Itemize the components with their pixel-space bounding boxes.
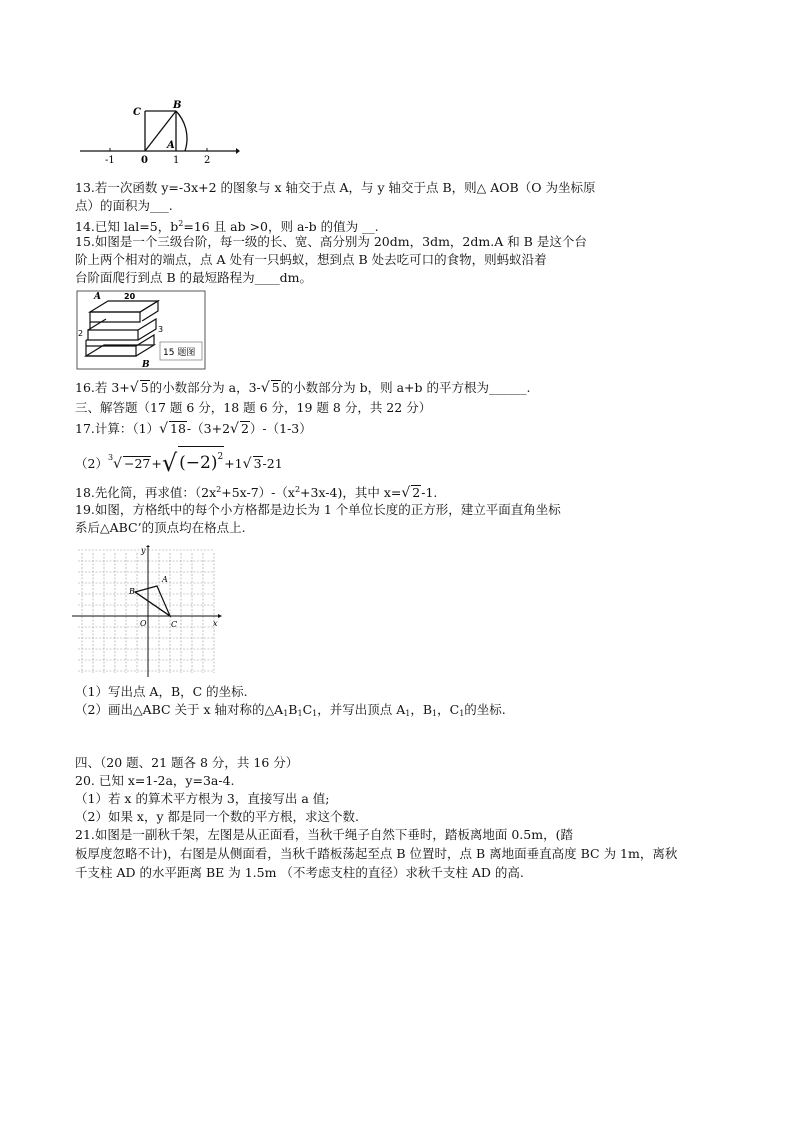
stairs-label-h: 2 [78,329,84,338]
q17-sqrt-18: 18 [170,421,186,436]
grid-label-o: O [140,619,147,628]
q19-sub-6: 1 [459,709,465,718]
q13-line2: 点）的面积为___. [75,198,173,213]
q16-sqrt-a: 5 [140,380,149,395]
q19-sub2-text-f: ，C [437,702,460,717]
q16-text-a: 16.若 3+ [75,380,130,395]
stairs-label-w: 3 [158,325,164,334]
label-a: A [167,140,175,151]
q17-sqrt-3: 3 [253,456,262,471]
q17-text-e: +1 [224,456,243,471]
q14 [75,216,379,235]
q17-plus: + [151,456,162,471]
q17-text-d: （2） [75,456,108,471]
q19-sub2-text-d: ，并写出顶点 A [317,702,406,717]
grid-label-x: x [213,619,218,628]
q15-line1: 15.如图是一个三级台阶，每一级的长、宽、高分别为 20dm，3dm，2dm.A 和 B 是这个台 [75,234,587,249]
q19-sub1: （1）写出点 A，B，C 的坐标. [75,684,248,699]
q19-sub-1: 1 [283,709,289,718]
q19-sub2-text-g: 的坐标. [464,702,506,717]
tick-zero: 0 [141,155,148,166]
stairs-label-len: 20 [124,292,136,301]
stairs-figure [76,290,206,370]
stairs-label-b: B [142,360,150,370]
q17-sqrt-square-base: (−2) [179,453,218,473]
q21-line1: 21.如图是一副秋千架，左图是从正面看，当秋千绳子自然下垂时，踏板离地面 0.5m，(踏 [75,827,573,842]
q17-cube-index: 3 [107,453,114,462]
q17-square-exp: 2 [217,452,224,462]
q19-sub2-text-e: ，B [410,702,433,717]
q14-text-b: =16 且 ab >0，则 a-b 的值为 __. [183,219,379,234]
q13-line1: 13.若一次函数 y=-3x+2 的图象与 x 轴交于点 A，与 y 轴交于点 B，则△ AOB（O 为坐标原 [75,180,596,195]
label-b: B [173,100,182,111]
tick-neg1: -1 [105,155,115,166]
grid-label-a: A [162,575,168,584]
q18-text-c: +3x-4)，其中 x= [300,485,402,500]
q17-cuberoot: −27 [123,456,151,471]
tick-two: 2 [204,155,211,166]
stairs-caption: 15 题图 [163,348,196,358]
q18-text-a: 18.先化简，再求值：（2x [75,485,217,500]
q17-part1: 17.计算：（1）√ 18-（3+2√ 2）-（1-3） [75,421,312,437]
q19-line2: 系后△ABC’的顶点均在格点上. [75,520,246,535]
q18-sup-b: 2 [294,485,301,494]
q17-sqrt-square [178,446,224,473]
q15-line2: 阶上两个相对的端点，点 A 处有一只蚂蚁，想到点 B 处去吃可口的食物，则蚂蚁沿着 [75,252,547,267]
q14-sup: 2 [178,219,184,228]
q16-text-c: 的小数部分为 b，则 a+b 的平方根为______. [280,380,531,395]
tick-one: 1 [173,155,180,166]
section4-title: 四、（20 题、21 题各 8 分，共 16 分） [75,755,299,770]
q17-text-f: -21 [262,456,283,471]
q17-text-b: -（3+2 [186,421,231,436]
q17-text-a: 17.计算：（1） [75,421,160,436]
q21-line3: 千支柱 AD 的水平距离 BE 为 1.5m （不考虑支柱的直径）求秋千支柱 AD 的高. [75,865,524,880]
q21-line2: 板厚度忽略不计)，右图是从侧面看，当秋千踏板荡起至点 B 位置时，点 B 离地面垂直高度 BC 为 1m，离秋 [75,846,678,861]
q20-line2: （1）若 x 的算术平方根为 3，直接写出 a 值; [75,791,330,806]
q20-line1: 20. 已知 x=1-2a，y=3a-4. [75,773,235,788]
stairs-label-a: A [94,292,101,302]
q20-line3: （2）如果 x，y 都是同一个数的平方根，求这个数. [75,809,359,824]
q19-sub-3: 1 [312,709,318,718]
q17-part2: $(2)^3√ -27+√$ $(-2)^2+1√$ 3-21 [75,446,283,476]
q19-sub2-text-c: C [302,702,313,717]
grid-label-c: C [171,620,178,629]
q17-text-c: ）-（1-3） [249,421,312,436]
number-line-figure [78,98,240,166]
q16-text-b: 的小数部分为 a，3- [149,380,261,395]
q18: 18.先化简，再求值：$(2x^2+5x-7)-(x^2+3x-4)$，其中 x=√ 2-1. [75,485,438,501]
q18-sup-a: 2 [216,485,222,494]
label-c: C [133,107,141,118]
grid-label-y: y [141,546,146,555]
q17-sqrt-2: 2 [240,421,249,436]
section3-title: 三、解答题（17 题 6 分，18 题 6 分，19 题 8 分，共 22 分） [75,400,432,415]
q19-sub2-text-b: B [288,702,298,717]
q16-sqrt-b: 5 [271,380,280,395]
q16: 16.若 3+√ 5的小数部分为 a，3-√ 5的小数部分为 b，则 a+b 的平方根为______. [75,380,531,396]
q19-sub-2: 1 [297,709,303,718]
q15-line3: 台阶面爬行到点 B 的最短路程为____dm。 [75,270,312,285]
q19-sub2 [75,702,506,722]
coordinate-grid-figure [72,545,222,677]
q18-text-b: +5x-7）-（x [221,485,295,500]
q18-sqrt-2: 2 [412,485,421,500]
q19-line1: 19.如图，方格纸中的每个小方格都是边长为 1 个单位长度的正方形，建立平面直角坐标 [75,502,561,517]
q14-text-a: 14.已知 lal=5，b [75,219,179,234]
q19-sub-5: 1 [432,709,438,718]
grid-label-b: B [129,587,135,596]
q18-text-d: -1. [421,485,438,500]
q19-sub-4: 1 [405,709,411,718]
q19-sub2-text-a: （2）画出△ABC 关于 x 轴对称的△A [75,702,284,717]
